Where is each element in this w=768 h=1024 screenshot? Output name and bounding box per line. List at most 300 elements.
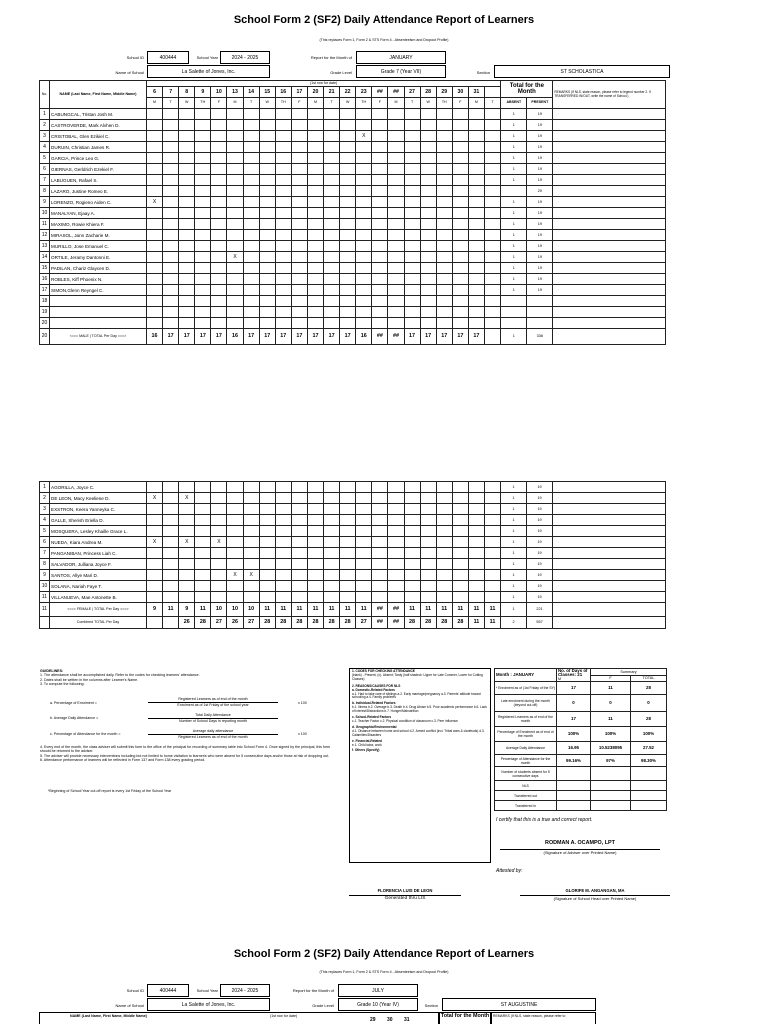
attendance-cell xyxy=(484,504,500,515)
attendance-cell xyxy=(388,559,404,570)
attendance-cell xyxy=(324,219,340,230)
attendance-cell xyxy=(468,109,484,120)
times-100-a: x 100 xyxy=(298,701,307,705)
attendance-cell xyxy=(420,307,436,318)
attendance-cell xyxy=(340,153,356,164)
learner-name: MURILLO, Jose Emanuel C. xyxy=(50,241,147,252)
learner-name: DURUIN, Christian James R. xyxy=(50,142,147,153)
attendance-cell: X xyxy=(147,537,163,548)
attendance-cell xyxy=(372,175,388,186)
attendance-cell xyxy=(484,570,500,581)
attendance-cell xyxy=(243,164,259,175)
ada-formula xyxy=(148,713,278,723)
learner-name: MAXIMO, Rowie Khiera F. xyxy=(50,219,147,230)
learner-name: GALLE, Sherish Eriella D. xyxy=(50,515,147,526)
summary-row-label: Average Daily Attendance xyxy=(495,742,557,755)
daily-total: 9 xyxy=(147,603,163,617)
present-count: 19 xyxy=(527,504,553,515)
male-attendance-table xyxy=(39,80,666,345)
attendance-cell xyxy=(243,197,259,208)
name-header: NAME (Last Name, First Name, Middle Name) xyxy=(50,81,147,109)
attendance-cell xyxy=(420,241,436,252)
date-header: 27 xyxy=(404,87,420,98)
attendance-cell xyxy=(163,186,179,197)
present-count: 19 xyxy=(527,252,553,263)
attendance-cell xyxy=(436,318,452,329)
attendance-cell xyxy=(147,285,163,296)
attendance-cell xyxy=(388,131,404,142)
attendance-cell: X xyxy=(227,570,243,581)
attendance-cell xyxy=(227,197,243,208)
attendance-cell xyxy=(324,208,340,219)
attendance-cell xyxy=(340,482,356,493)
attendance-cell xyxy=(259,559,275,570)
attendance-cell xyxy=(372,142,388,153)
attendance-cell xyxy=(259,493,275,504)
present-count: 20 xyxy=(527,186,553,197)
attendance-cell xyxy=(227,493,243,504)
school-id-field-2: 400444 xyxy=(147,984,189,997)
attendance-cell xyxy=(324,318,340,329)
attendance-cell xyxy=(147,504,163,515)
attendance-cell xyxy=(275,197,291,208)
remarks-cell xyxy=(553,153,666,164)
absent-count xyxy=(501,318,527,329)
attendance-cell xyxy=(307,241,323,252)
attendance-cell xyxy=(211,482,227,493)
attendance-cell xyxy=(404,208,420,219)
absent-count: 1 xyxy=(501,142,527,153)
attendance-cell xyxy=(179,559,195,570)
remarks-cell xyxy=(553,537,666,548)
daily-total: 28 xyxy=(324,617,340,629)
attendance-cell xyxy=(452,307,468,318)
daily-total: 11 xyxy=(195,603,211,617)
attendance-cell xyxy=(324,164,340,175)
attendance-cell xyxy=(275,241,291,252)
attendance-cell xyxy=(436,263,452,274)
remarks-cell xyxy=(553,617,666,629)
attendance-cell xyxy=(291,197,307,208)
attendance-cell xyxy=(179,142,195,153)
attendance-cell xyxy=(484,208,500,219)
row-number: 20 xyxy=(40,329,50,345)
daily-total: 16 xyxy=(227,329,243,345)
summary-male-value: 0 xyxy=(557,695,591,712)
attendance-cell xyxy=(404,592,420,603)
section-label-2: Section xyxy=(424,1003,438,1008)
attendance-cell xyxy=(227,109,243,120)
school-id-label: School ID xyxy=(126,55,144,60)
absent-count: 1 xyxy=(501,592,527,603)
attendance-cell xyxy=(436,482,452,493)
male-row xyxy=(40,285,666,296)
summary-total-value: 98.30% xyxy=(631,755,667,767)
attendance-cell xyxy=(307,285,323,296)
attendance-cell xyxy=(147,208,163,219)
attendance-cell xyxy=(291,285,307,296)
attendance-cell xyxy=(420,537,436,548)
row-number: 8 xyxy=(40,559,50,570)
attendance-cell xyxy=(163,241,179,252)
summary-total-value xyxy=(631,767,667,781)
codes-heading-1: 1. CODES FOR CHECKING ATTENDANCE xyxy=(352,669,415,673)
attendance-cell xyxy=(372,482,388,493)
remarks-cell xyxy=(553,592,666,603)
attendance-cell xyxy=(147,109,163,120)
attendance-cell xyxy=(484,296,500,307)
attendance-cell xyxy=(307,548,323,559)
absent-count: 1 xyxy=(501,153,527,164)
attendance-cell xyxy=(436,515,452,526)
attendance-cell xyxy=(307,142,323,153)
female-row xyxy=(40,592,666,603)
attendance-cell xyxy=(356,120,372,131)
attendance-cell xyxy=(372,274,388,285)
attendance-cell xyxy=(163,120,179,131)
combined-total-row xyxy=(40,617,666,629)
attendance-cell xyxy=(163,131,179,142)
attendance-cell xyxy=(372,131,388,142)
day-header: M xyxy=(468,98,484,109)
remarks-cell xyxy=(553,570,666,581)
attendance-cell xyxy=(340,120,356,131)
day-header: W xyxy=(179,98,195,109)
daily-total: 17 xyxy=(291,329,307,345)
attendance-cell xyxy=(211,241,227,252)
attendance-cell xyxy=(163,504,179,515)
attendance-cell xyxy=(211,252,227,263)
daily-total: 26 xyxy=(179,617,195,629)
remarks-cell xyxy=(553,109,666,120)
attendance-cell xyxy=(307,208,323,219)
attendance-cell xyxy=(275,285,291,296)
attendance-cell xyxy=(163,219,179,230)
daily-total: ## xyxy=(388,617,404,629)
remarks-cell xyxy=(553,559,666,570)
attendance-cell xyxy=(468,537,484,548)
attendance-cell xyxy=(307,109,323,120)
row-number: 11 xyxy=(40,603,50,617)
school-name-label: Name of School xyxy=(115,70,144,75)
attendance-cell xyxy=(372,493,388,504)
attendance-cell xyxy=(243,307,259,318)
row-number: 12 xyxy=(40,230,50,241)
attendance-cell xyxy=(324,120,340,131)
attendance-cell xyxy=(340,175,356,186)
attendance-cell xyxy=(291,559,307,570)
attendance-cell xyxy=(243,274,259,285)
adviser-signature-line: (Signature of Adviser over Printed Name) xyxy=(500,849,660,855)
attendance-cell xyxy=(340,581,356,592)
male-row xyxy=(40,219,666,230)
attendance-cell xyxy=(452,274,468,285)
total-label: <=== FEMALE | TOTAL Per Day ===> xyxy=(50,603,147,617)
attendance-cell xyxy=(147,230,163,241)
attendance-cell xyxy=(324,142,340,153)
attendance-cell xyxy=(468,318,484,329)
present-count xyxy=(527,307,553,318)
attendance-cell xyxy=(179,274,195,285)
attendance-cell xyxy=(356,581,372,592)
attendance-cell xyxy=(484,559,500,570)
attendance-cell xyxy=(291,153,307,164)
attendance-cell xyxy=(324,515,340,526)
attendance-cell xyxy=(291,208,307,219)
codes-domestic-items: a.1. Had to take care of siblings a.2. Early marriage/pregnancy a.3. Parents' attitude toward schooling a.4. Family problems xyxy=(352,691,481,700)
attendance-cell xyxy=(163,548,179,559)
date-header: ## xyxy=(372,87,388,98)
attendance-cell xyxy=(436,548,452,559)
attendance-cell xyxy=(227,504,243,515)
male-row xyxy=(40,142,666,153)
attendance-cell xyxy=(420,526,436,537)
attendance-cell xyxy=(452,175,468,186)
total-month-header: Total for the Month xyxy=(501,81,553,98)
learner-name: LABUGUEN, Rafael S. xyxy=(50,175,147,186)
attendance-cell xyxy=(147,252,163,263)
attendance-cell xyxy=(388,109,404,120)
row-number: 2 xyxy=(40,493,50,504)
summary-row xyxy=(495,712,667,727)
attendance-cell xyxy=(275,526,291,537)
row-number: 18 xyxy=(40,296,50,307)
attendance-cell xyxy=(388,197,404,208)
attendance-cell xyxy=(388,285,404,296)
male-row xyxy=(40,252,666,263)
attendance-cell xyxy=(291,537,307,548)
attendance-cell xyxy=(452,296,468,307)
grade-level-field: Grade 7 (Year VII) xyxy=(356,65,446,78)
day-header: M xyxy=(227,98,243,109)
attendance-cell xyxy=(243,252,259,263)
attendance-cell xyxy=(243,131,259,142)
attendance-cell xyxy=(420,263,436,274)
codes-others: f. Others (Specify) xyxy=(352,748,380,753)
attendance-cell xyxy=(484,548,500,559)
attendance-cell xyxy=(243,109,259,120)
attendance-cell xyxy=(356,548,372,559)
attendance-cell xyxy=(356,526,372,537)
attendance-cell xyxy=(211,559,227,570)
attendance-cell xyxy=(420,493,436,504)
attendance-cell xyxy=(324,592,340,603)
attendance-cell xyxy=(147,307,163,318)
male-row xyxy=(40,175,666,186)
attendance-cell xyxy=(404,109,420,120)
attendance-cell xyxy=(243,592,259,603)
day-header: T xyxy=(163,98,179,109)
attendance-cell xyxy=(259,537,275,548)
attendance-cell xyxy=(307,263,323,274)
male-row xyxy=(40,263,666,274)
attendance-cell xyxy=(484,109,500,120)
attendance-cell xyxy=(163,274,179,285)
attendance-cell xyxy=(324,230,340,241)
attendance-cell xyxy=(420,504,436,515)
attendance-cell xyxy=(195,175,211,186)
attendance-cell xyxy=(340,252,356,263)
attendance-cell xyxy=(259,175,275,186)
codes-domestic: a. Domestic-Related Factors xyxy=(352,687,395,692)
attendance-cell xyxy=(324,526,340,537)
absent-count: 1 xyxy=(501,493,527,504)
attendance-cell xyxy=(340,208,356,219)
attendance-cell xyxy=(436,230,452,241)
daily-total: 11 xyxy=(324,603,340,617)
remarks-2: REMARKS (If NLS, state reason, please refer to xyxy=(491,1012,596,1024)
attendance-cell xyxy=(420,197,436,208)
daily-total: 10 xyxy=(243,603,259,617)
attendance-cell xyxy=(211,570,227,581)
present-count: 19 xyxy=(527,175,553,186)
attendance-cell xyxy=(179,307,195,318)
attendance-cell xyxy=(195,592,211,603)
date-header: 9 xyxy=(195,87,211,98)
attendance-cell xyxy=(356,570,372,581)
attendance-cell xyxy=(195,120,211,131)
daily-total: 28 xyxy=(259,617,275,629)
absent-count: 1 xyxy=(501,274,527,285)
attendance-cell xyxy=(404,296,420,307)
attendance-cell xyxy=(356,263,372,274)
summary-row xyxy=(495,695,667,712)
attendance-cell xyxy=(179,318,195,329)
attendance-cell xyxy=(436,252,452,263)
attendance-cell xyxy=(227,274,243,285)
attendance-cell xyxy=(484,120,500,131)
school-head-role: (Signature of School Head over Printed Name) xyxy=(520,895,670,901)
attendance-cell xyxy=(356,537,372,548)
attendance-cell xyxy=(356,142,372,153)
attendance-cell xyxy=(227,241,243,252)
attendance-codes-box xyxy=(349,668,491,863)
attendance-cell xyxy=(291,263,307,274)
attendance-cell xyxy=(259,548,275,559)
attendance-cell xyxy=(324,263,340,274)
attendance-cell xyxy=(372,296,388,307)
absent-count: 1 xyxy=(501,482,527,493)
summary-female-value xyxy=(591,781,631,791)
attendance-cell xyxy=(211,219,227,230)
attendance-cell xyxy=(436,581,452,592)
remarks-cell xyxy=(553,241,666,252)
school-name-field-2: La Salette of Jones, Inc. xyxy=(147,998,270,1011)
attendance-cell xyxy=(484,285,500,296)
attendance-cell xyxy=(179,197,195,208)
attendance-cell xyxy=(179,208,195,219)
grade-level-label-2: Grade Level xyxy=(312,1003,334,1008)
attendance-cell xyxy=(340,230,356,241)
attendance-cell xyxy=(275,109,291,120)
attendance-cell xyxy=(468,153,484,164)
attendance-cell xyxy=(211,548,227,559)
row-number: 16 xyxy=(40,274,50,285)
female-attendance-table xyxy=(39,481,666,629)
attendance-cell xyxy=(307,318,323,329)
attendance-cell xyxy=(324,285,340,296)
attendance-cell xyxy=(420,164,436,175)
daily-total: 17 xyxy=(452,329,468,345)
row-number: 11 xyxy=(40,219,50,230)
cutoff-note: *Beginning of School Year cut-off report is every 1st Friday of the School Year xyxy=(48,789,172,793)
attendance-cell xyxy=(404,548,420,559)
attendance-cell xyxy=(291,175,307,186)
remarks-cell xyxy=(553,285,666,296)
present-count: 19 xyxy=(527,197,553,208)
date-header xyxy=(484,87,500,98)
daily-total: 28 xyxy=(307,617,323,629)
date-header: 22 xyxy=(340,87,356,98)
daily-total: 11 xyxy=(291,603,307,617)
attendance-cell xyxy=(211,504,227,515)
attendance-cell xyxy=(484,537,500,548)
attendance-cell xyxy=(436,559,452,570)
attendance-cell xyxy=(227,175,243,186)
codes-financial-items: e.1. Child labor, work xyxy=(352,742,382,747)
learner-name: GARCIA, Prince Leo G. xyxy=(50,153,147,164)
attendance-cell xyxy=(388,537,404,548)
attendance-cell xyxy=(227,482,243,493)
guideline-5: 5. The adviser will provide necessary interventions including but not limited to home visitation to learner/s who were absent for 5 consecutive days and/or those at risk of dropping out. xyxy=(40,753,330,758)
learner-name: DE LEON, Macy Keeliene D. xyxy=(50,493,147,504)
attendance-cell xyxy=(259,515,275,526)
summary-female-value: 11 xyxy=(591,682,631,695)
summary-female-value xyxy=(591,791,631,801)
attendance-cell xyxy=(259,252,275,263)
attendance-cell xyxy=(227,230,243,241)
attendance-cell xyxy=(420,175,436,186)
attendance-cell xyxy=(340,504,356,515)
male-row xyxy=(40,120,666,131)
attendance-cell xyxy=(404,285,420,296)
attendance-cell xyxy=(163,482,179,493)
attendance-cell xyxy=(275,515,291,526)
attendance-cell: X xyxy=(179,537,195,548)
learner-name: AGORILLA, Joyce C. xyxy=(50,482,147,493)
attendance-cell xyxy=(372,592,388,603)
guidelines xyxy=(40,669,320,686)
attendance-cell xyxy=(243,581,259,592)
remarks-cell xyxy=(553,263,666,274)
attendance-cell xyxy=(147,274,163,285)
attendance-cell xyxy=(388,581,404,592)
attendance-cell xyxy=(275,537,291,548)
attendance-cell xyxy=(179,504,195,515)
attendance-cell xyxy=(243,219,259,230)
row-number: 19 xyxy=(40,307,50,318)
attendance-cell xyxy=(404,493,420,504)
attendance-cell: X xyxy=(211,537,227,548)
attendance-cell xyxy=(388,219,404,230)
present-total: 557 xyxy=(527,617,553,629)
attendance-cell xyxy=(388,263,404,274)
learner-name: CRISTOBAL, Glen Ezikiel C. xyxy=(50,131,147,142)
attendance-cell xyxy=(468,307,484,318)
pct-enrolment-formula xyxy=(148,697,278,707)
learner-name: SIMON,Glenn Reyngel C. xyxy=(50,285,147,296)
attendance-cell xyxy=(275,131,291,142)
daily-total: 17 xyxy=(340,329,356,345)
certify-text: I certify that this is a true and correct report. xyxy=(496,817,593,823)
attendance-cell xyxy=(211,307,227,318)
day-header: TH xyxy=(356,98,372,109)
attendance-cell xyxy=(372,164,388,175)
attendance-cell xyxy=(420,592,436,603)
remarks-cell xyxy=(553,274,666,285)
attendance-cell xyxy=(211,592,227,603)
remarks-cell xyxy=(553,252,666,263)
